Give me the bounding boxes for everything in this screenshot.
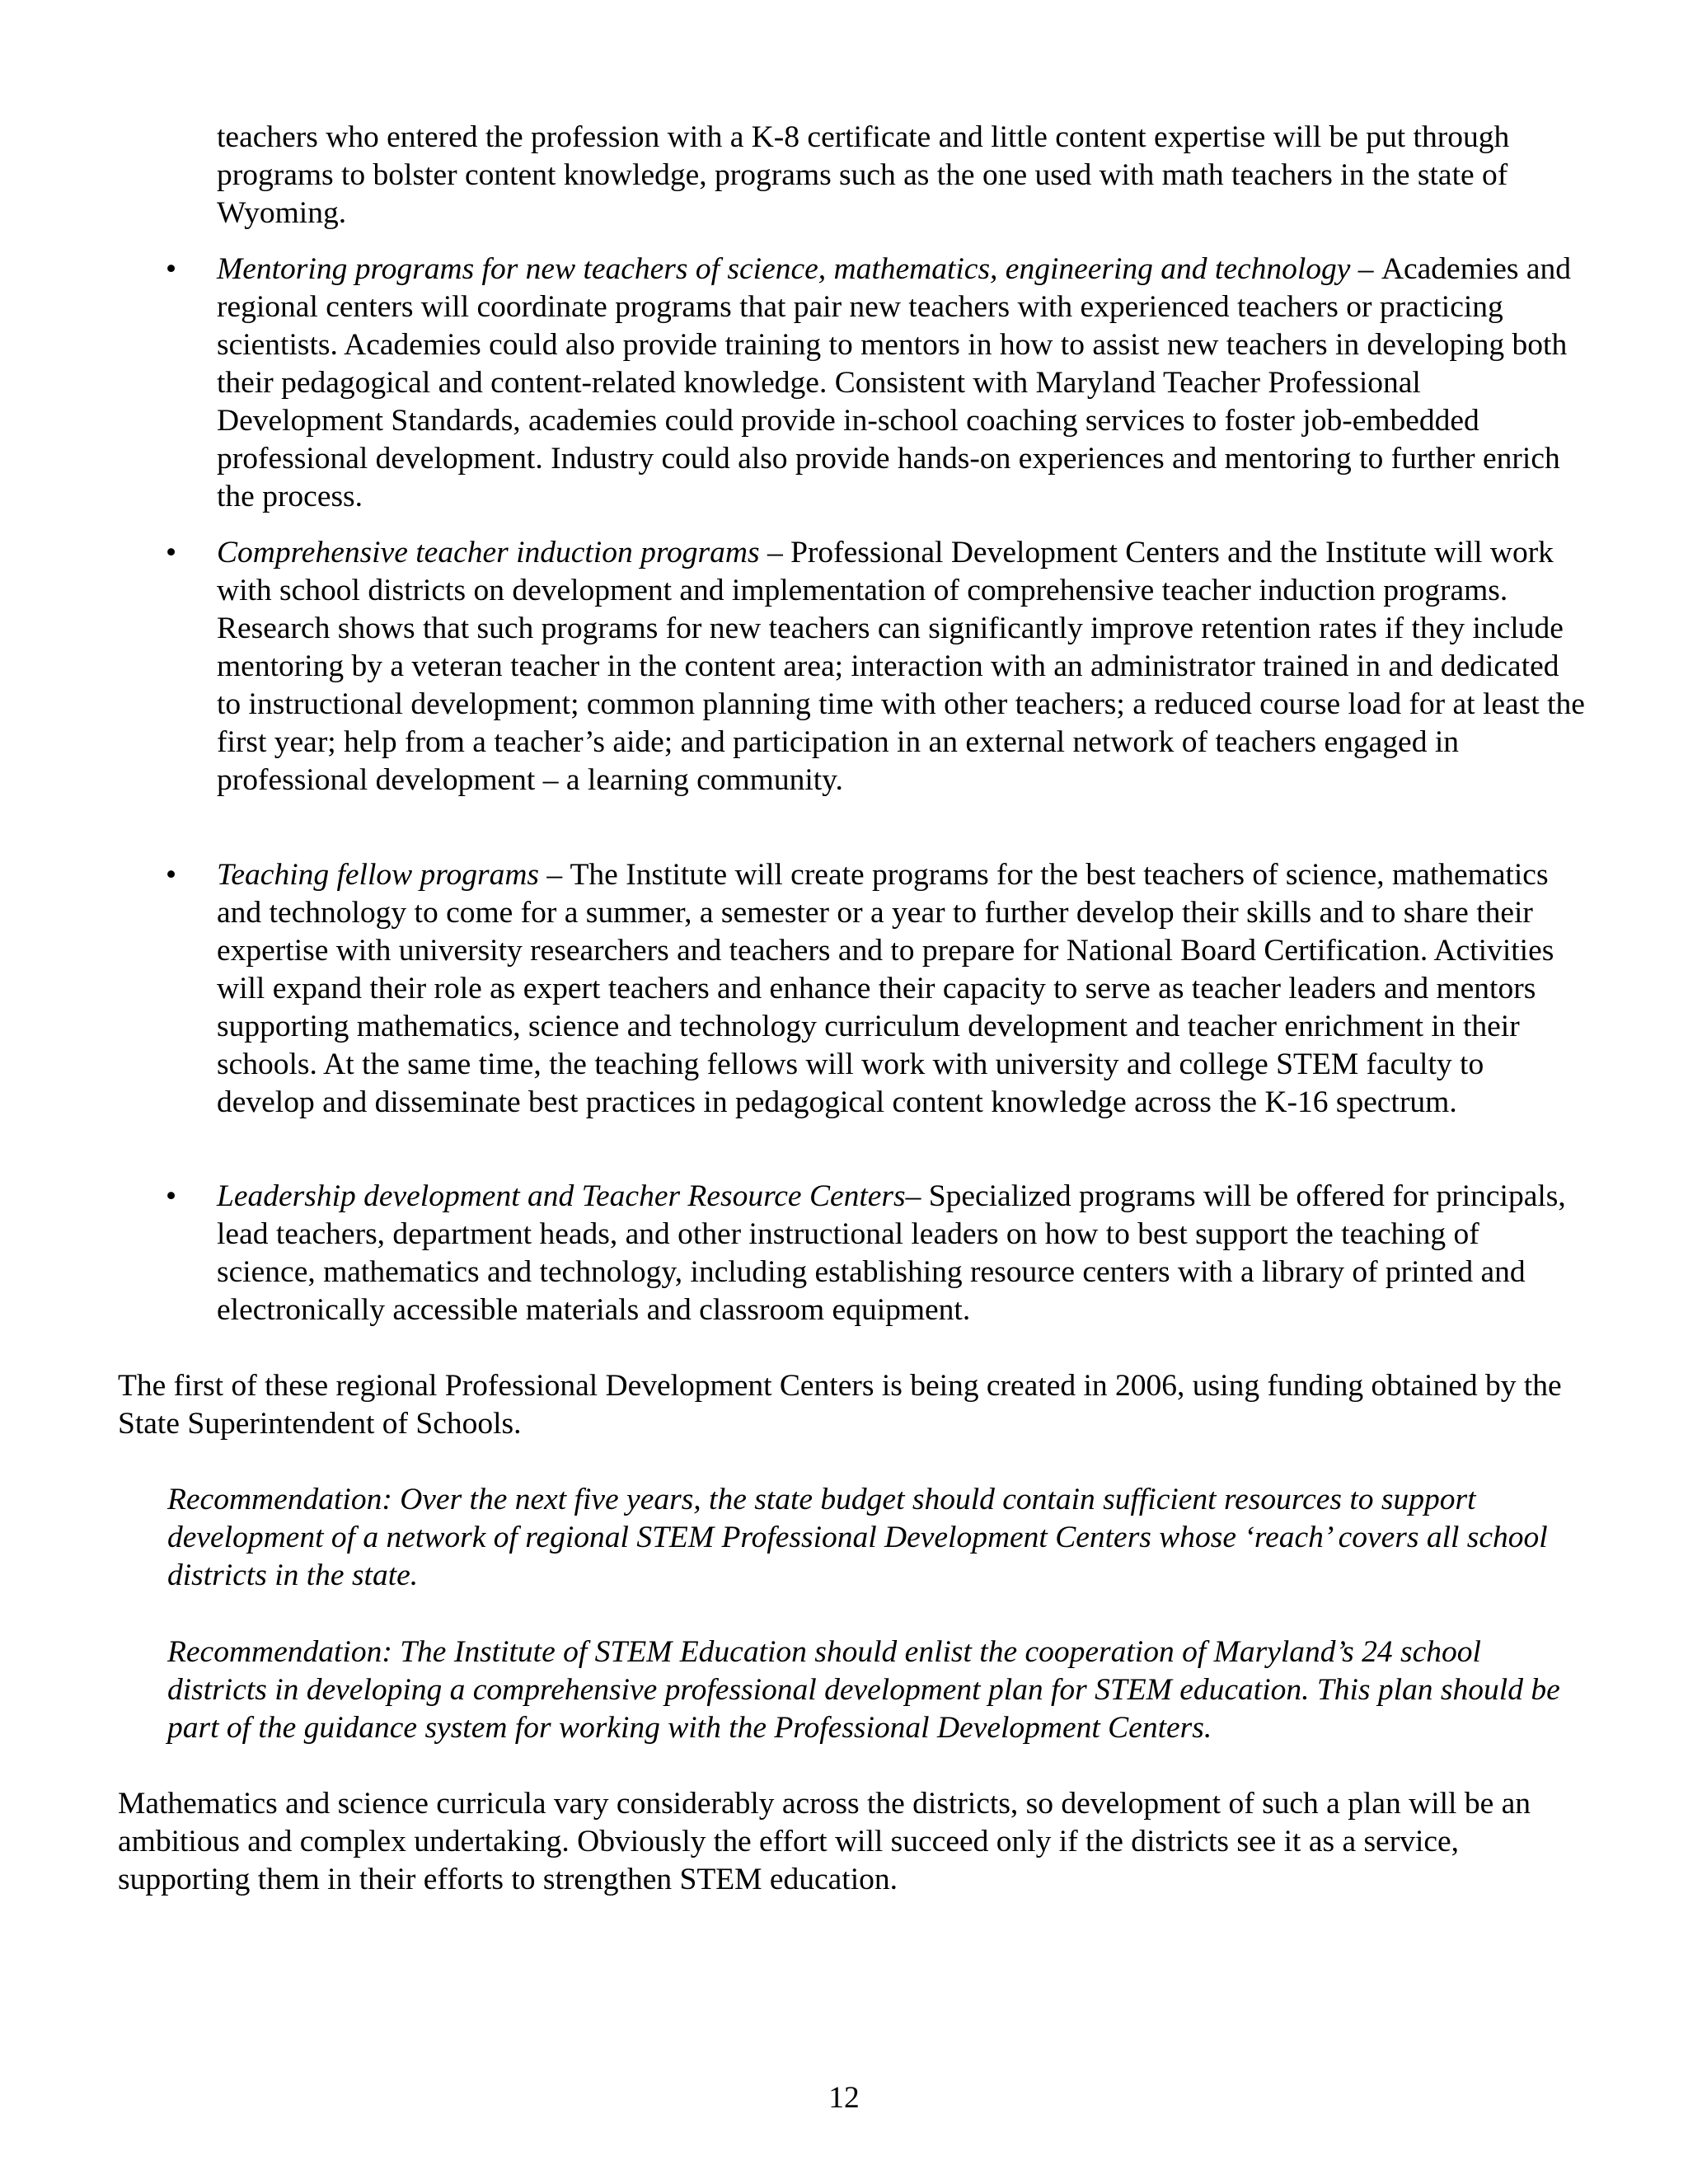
bullet-body-mentoring: Academies and regional centers will coordinate programs that pair new teachers with experienced teachers or practicing scientists. Academies could also provide training to mentors in how to assist new teachers in developing both their pedagogical and content-related knowledge. Consistent with Maryland Teacher Professional Development Standards, academies could provide in-school coaching services to foster job-embedded professional development. Industry could also provide hands-on experiences and mentoring to further enrich the process. [217,252,1572,513]
recommendation-budget: Recommendation: Over the next five years, the state budget should contain sufficient resources to support development of a network of regional STEM Professional Development Centers whose ‘reach’ covers all school districts in the state. [167,1483,1548,1592]
recommendation-institute: Recommendation: The Institute of STEM Education should enlist the cooperation of Maryland’s 24 school districts in developing a comprehensive professional development plan for STEM education. This plan should be part of the guidance system for working with the Professional Development Centers. [167,1635,1560,1745]
bullet-body-teaching-fellow: The Institute will create programs for the best teachers of science, mathematics and technology to come for a summer, a semester or a year to further develop their skills and to share their expertise with university researchers and teachers and to prepare for National Board Certification. Activities will expand their role as expert teachers and enhance their capacity to serve as teacher leaders and mentors supporting mathematics, science and technology curriculum development and teacher enrichment in their schools. At the same time, the teaching fellows will work with university and college STEM faculty to develop and disseminate best practices in pedagogical content knowledge across the K-16 spectrum. [217,858,1554,1119]
bullet-item-teaching-fellow [166,856,1585,1122]
page-number: 12 [828,2081,860,2115]
continuation-paragraph: teachers who entered the profession with a K-8 certificate and little content expertise will be put through programs to bolster content knowledge, programs such as the one used with math teachers in the state of Wyoming. [217,120,1510,230]
bullet-body-induction: Professional Development Centers and the Institute will work with school districts on development and implementation of comprehensive teacher induction programs. Research shows that such programs for new teachers can significantly improve retention rates if they include mentoring by a veteran teacher in the content area; interaction with an administrator trained in and dedicated to instructional development; common planning time with other teachers; a reduced course load for at least the first year; help from a teacher’s aide; and participation in an external network of teachers engaged in professional development – a learning community. [217,536,1585,797]
bullet-body-leadership: Specialized programs will be offered for principals, lead teachers, department heads, and other instructional leaders on how to best support the teaching of science, mathematics and technology, including establishing resource centers with a library of printed and electronically accessible materials and classroom equipment. [217,1179,1566,1327]
bullet-lead-induction: Comprehensive teacher induction programs – [217,536,791,569]
bullet-marker: • [166,536,177,569]
bullet-item-induction [166,534,1585,799]
paragraph-curricula: Mathematics and science curricula vary considerably across the districts, so development of such a plan will be an ambitious and complex undertaking. Obviously the effort will succeed only if the districts see it as a service, supporting them in their efforts to strengthen STEM education. [118,1787,1531,1896]
bullet-lead-mentoring: Mentoring programs for new teachers of science, mathematics, engineering and technology – [217,252,1381,286]
bullet-marker: • [166,858,177,892]
paragraph-funding: The first of these regional Professional Development Centers is being created in 2006, using funding obtained by the State Superintendent of Schools. [118,1369,1562,1441]
bullet-marker: • [166,252,177,286]
bullet-lead-leadership: Leadership development and Teacher Resource Centers– [217,1179,929,1213]
bullet-lead-teaching-fellow: Teaching fellow programs – [217,858,570,892]
bullet-marker: • [166,1179,177,1213]
bullet-item-leadership [166,1178,1585,1329]
bullet-item-mentoring [166,251,1585,516]
